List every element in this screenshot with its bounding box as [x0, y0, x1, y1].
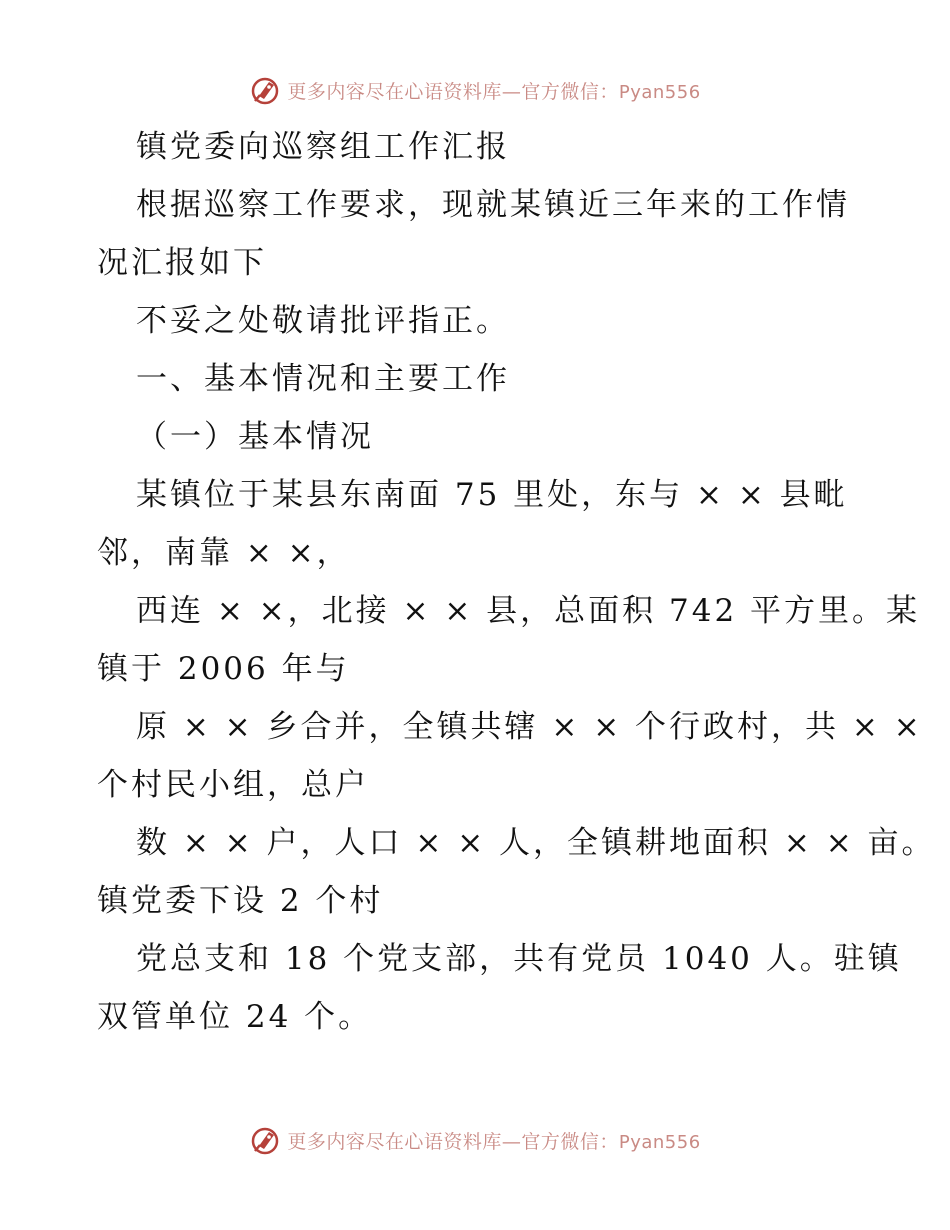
paragraph-line: 镇于 2006 年与 [97, 651, 350, 687]
paragraph-line: 原 × × 乡合并，全镇共辖 × × 个行政村，共 × × [136, 709, 923, 745]
paragraph-line: 双管单位 24 个。 [97, 999, 373, 1035]
section-heading: 一、基本情况和主要工作 [136, 361, 510, 397]
paragraph-line: 个村民小组，总户 [97, 767, 369, 803]
pen-nib-logo-icon [249, 74, 281, 106]
paragraph-line: 数 × × 户，人口 × × 人，全镇耕地面积 × × 亩。 [136, 825, 936, 861]
watermark-banner-bottom [0, 1120, 950, 1160]
pen-nib-logo-icon [249, 1124, 281, 1156]
watermark-account: Pyan556 [618, 81, 701, 103]
paragraph-line: 邻，南靠 × ×， [97, 535, 351, 571]
watermark-text: 更多内容尽在心语资料库—官方微信：Pyan556 [287, 1130, 701, 1153]
subsection-heading: （一）基本情况 [136, 419, 374, 455]
watermark-account: Pyan556 [618, 1131, 701, 1153]
paragraph-line: 根据巡察工作要求，现就某镇近三年来的工作情 [136, 187, 850, 223]
paragraph-line: 西连 × ×，北接 × × 县，总面积 742 平方里。某 [136, 593, 921, 629]
watermark-banner-top [0, 70, 950, 110]
document-body [97, 118, 936, 1046]
paragraph-line: 某镇位于某县东南面 75 里处，东与 × × 县毗 [136, 477, 848, 513]
watermark-text: 更多内容尽在心语资料库—官方微信：Pyan556 [287, 80, 701, 103]
paragraph-line: 镇党委下设 2 个村 [97, 883, 384, 919]
paragraph-line: 况汇报如下 [97, 245, 267, 281]
paragraph-line: 党总支和 18 个党支部，共有党员 1040 人。驻镇 [136, 941, 902, 977]
paragraph-line: 不妥之处敬请批评指正。 [136, 303, 510, 339]
document-title: 镇党委向巡察组工作汇报 [136, 129, 510, 165]
